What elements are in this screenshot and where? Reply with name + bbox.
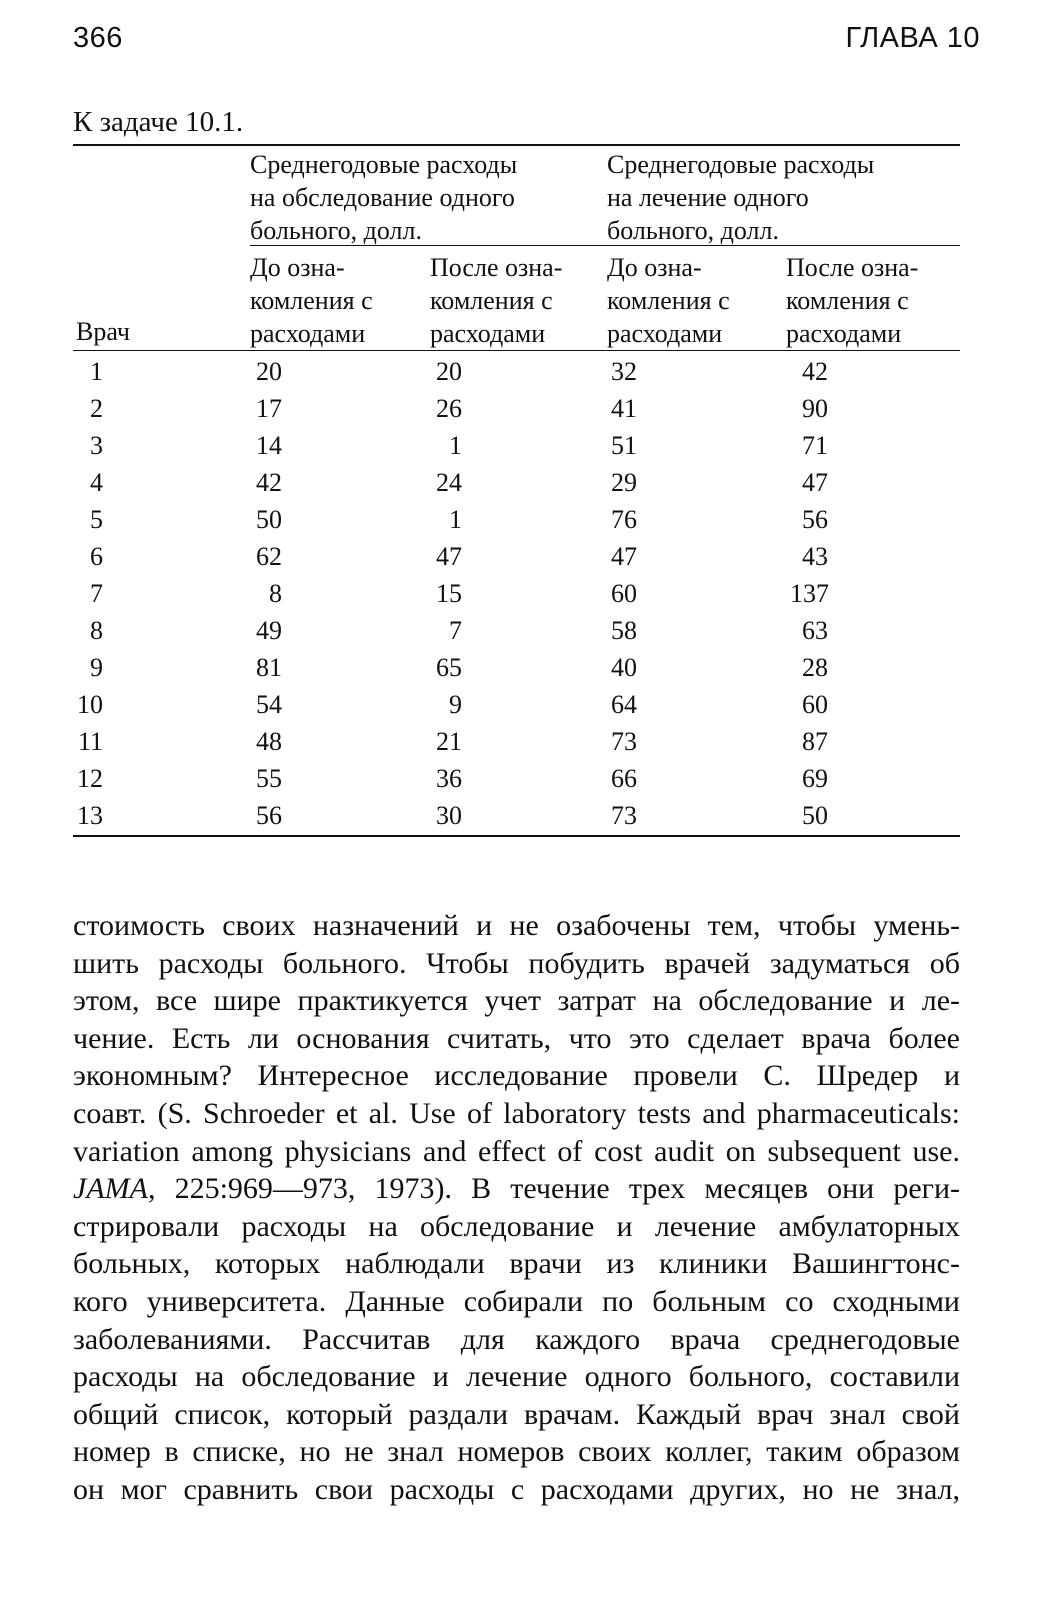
cell-exam-after: 20 (436, 357, 462, 386)
cell-doctor-number: 11 (77, 727, 103, 756)
cell-exam-before: 50 (256, 505, 282, 534)
cell-treatment-before: 73 (611, 727, 637, 756)
cell-treatment-after: 69 (802, 764, 828, 793)
cell-treatment-after: 90 (802, 394, 828, 423)
header-bottom-rule (73, 350, 960, 351)
cell-exam-before: 8 (269, 579, 282, 608)
text-line: номер в списке, но не знал номеров своих коллег, таким образом (73, 1435, 960, 1469)
text-line: этом, все шире практикуется учет затрат на обследование и ле- (73, 984, 960, 1018)
cell-treatment-before: 51 (611, 431, 637, 460)
cell-exam-before: 14 (256, 431, 282, 460)
text-line: экономным? Интересное исследование провели С. Шредер и (73, 1059, 960, 1093)
cell-exam-after: 30 (436, 801, 462, 830)
text-line: заболеваниями. Рассчитав для каждого врача среднегодовые (73, 1322, 960, 1356)
cell-treatment-after: 28 (802, 653, 828, 682)
cell-exam-after: 65 (436, 653, 462, 682)
text-line: шить расходы больного. Чтобы побудить врачей задуматься об (73, 946, 960, 980)
cell-exam-after: 1 (449, 505, 462, 534)
cell-treatment-before: 32 (611, 357, 637, 386)
body-paragraph (73, 907, 960, 1509)
running-head (73, 22, 980, 62)
cell-treatment-after: 137 (790, 579, 829, 608)
cell-treatment-after: 47 (802, 468, 828, 497)
cell-doctor-number: 9 (90, 653, 103, 682)
cell-exam-after: 24 (436, 468, 462, 497)
cell-exam-before: 17 (256, 394, 282, 423)
cell-exam-after: 15 (436, 579, 462, 608)
cell-treatment-after: 50 (802, 801, 828, 830)
subheader-exam-before: До озна- комления с расходами (250, 253, 373, 348)
cell-doctor-number: 3 (90, 431, 103, 460)
cell-treatment-before: 47 (611, 542, 637, 571)
text-line: кого университета. Данные собирали по больным со сходными (73, 1284, 960, 1318)
cell-doctor-number: 13 (77, 801, 103, 830)
cell-treatment-after: 63 (802, 616, 828, 645)
cell-exam-before: 20 (256, 357, 282, 386)
cell-treatment-after: 43 (802, 542, 828, 571)
cell-doctor-number: 8 (90, 616, 103, 645)
cell-doctor-number: 7 (90, 579, 103, 608)
cell-treatment-after: 87 (802, 727, 828, 756)
cell-treatment-after: 42 (802, 357, 828, 386)
text-line: он мог сравнить свои расходы с расходами других, но не знал, (73, 1472, 960, 1506)
cell-exam-before: 48 (256, 727, 282, 756)
cell-exam-after: 36 (436, 764, 462, 793)
cell-exam-after: 47 (436, 542, 462, 571)
cell-exam-before: 55 (256, 764, 282, 793)
text-line: стрировали расходы на обследование и лечение амбулаторных (73, 1209, 960, 1243)
cell-treatment-after: 71 (802, 431, 828, 460)
text-line: стоимость своих назначений и не озабочены тем, чтобы умень- (73, 909, 960, 942)
chapter-title: ГЛАВА 10 (845, 22, 980, 54)
cell-treatment-before: 76 (611, 505, 637, 534)
cell-exam-after: 21 (436, 727, 462, 756)
cell-doctor-number: 1 (90, 357, 103, 386)
cell-exam-before: 42 (256, 468, 282, 497)
cell-treatment-before: 29 (611, 468, 637, 497)
group-header-exam-costs: Среднегодовые расходы на обследование одного больного, долл. (250, 150, 518, 245)
cell-treatment-before: 40 (611, 653, 637, 682)
cell-exam-after: 9 (449, 690, 462, 719)
text-line: чение. Есть ли основания считать, что это сделает врача более (73, 1021, 960, 1055)
cell-treatment-before: 66 (611, 764, 637, 793)
page-number: 366 (73, 22, 123, 54)
table-caption: К задаче 10.1. (73, 106, 244, 138)
cell-doctor-number: 4 (90, 468, 103, 497)
subheader-exam-after: После озна- комления с расходами (430, 253, 563, 348)
table-bottom-rule (73, 835, 960, 837)
cell-treatment-after: 56 (802, 505, 828, 534)
cell-treatment-before: 60 (611, 579, 637, 608)
group-header-treatment-costs: Среднегодовые расходы на лечение одного больного, долл. (607, 150, 875, 245)
text-line: общий список, который раздали врачам. Каждый врач знал свой (73, 1397, 960, 1431)
cell-exam-before: 54 (256, 690, 282, 719)
text-line: variation among physicians and effect of cost audit on subsequent use. (73, 1134, 960, 1168)
table-top-rule (73, 144, 960, 146)
cell-exam-after: 26 (436, 394, 462, 423)
cell-exam-after: 1 (449, 431, 462, 460)
cell-treatment-before: 73 (611, 801, 637, 830)
cell-treatment-before: 58 (611, 616, 637, 645)
cell-doctor-number: 5 (90, 505, 103, 534)
cell-treatment-after: 60 (802, 690, 828, 719)
text-line: расходы на обследование и лечение одного больного, составили (73, 1360, 960, 1394)
cell-exam-before: 62 (256, 542, 282, 571)
cell-doctor-number: 2 (90, 394, 103, 423)
subheader-treatment-after: После озна- комления с расходами (786, 253, 919, 348)
cell-exam-before: 49 (256, 616, 282, 645)
cell-doctor-number: 12 (77, 764, 103, 793)
cell-exam-before: 81 (256, 653, 282, 682)
cell-doctor-number: 6 (90, 542, 103, 571)
cell-exam-before: 56 (256, 801, 282, 830)
subheader-treatment-before: До озна- комления с расходами (607, 253, 730, 348)
cell-treatment-before: 64 (611, 690, 637, 719)
cell-treatment-before: 41 (611, 394, 637, 423)
text-line: соавт. (S. Schroeder et al. Use of laboratory tests and pharmaceuticals: (73, 1096, 960, 1130)
text-line: больных, которых наблюдали врачи из клиники Вашингтонс- (73, 1247, 960, 1281)
text-line: JAMA, 225:969—973, 1973). В течение трех месяцев они реги- (73, 1172, 960, 1206)
column-header-doctor: Врач (76, 317, 130, 346)
cell-doctor-number: 10 (77, 690, 103, 719)
cell-exam-after: 7 (449, 616, 462, 645)
